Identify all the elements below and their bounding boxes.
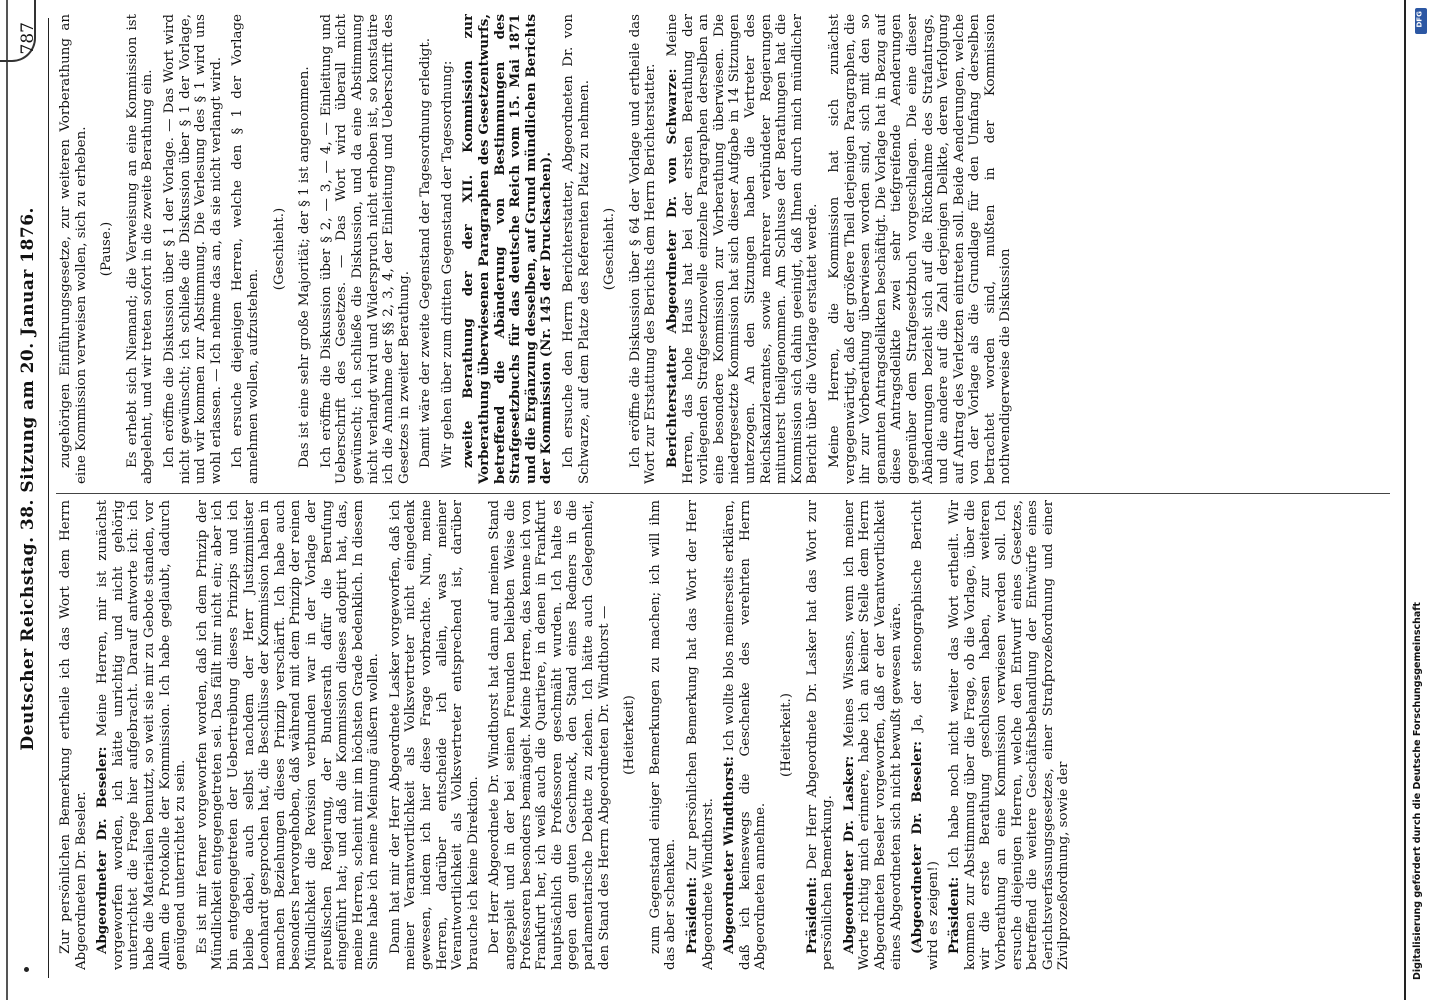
paragraph-text: Ich eröffne die Diskussion über § 64 der Vorlage und ertheile das Wort zur Erstattung des Berichts dem Herrn Berichterstatter. bbox=[627, 14, 659, 484]
header-title: Deutscher Reichstag. 38. Sitzung am 20. Januar 1876. bbox=[18, 207, 38, 751]
page-number: 787 bbox=[18, 22, 38, 55]
paragraph bbox=[125, 14, 156, 484]
paragraph-text: zum Gegenstand einiger Bemerkungen zu machen; ich will ihm das aber schenken. bbox=[647, 500, 679, 970]
paragraph-text: Ja, der stenographische Bericht wird es zeigen!) bbox=[910, 500, 941, 970]
paragraph bbox=[440, 14, 456, 484]
paragraph-text: zugehörigen Einführungsgesetze, zur weiteren Vorberathung an eine Kommission verweisen wollen, sich zu erheben. bbox=[58, 14, 89, 484]
paragraph-text: Zur persönlichen Bemerkung ertheile ich das Wort dem Herrn Abgeordneten Dr. Beseler. bbox=[58, 500, 89, 970]
paragraph-text: Meines Wissens, wenn ich meiner Worte richtig mich erinnere, habe ich an keiner Stelle dem Herrn Abgeordneten Beseler vorgeworfen, daß er der Verantwortlichkeit eines Abgeordneten sich nicht bewußt gewesen wäre. bbox=[841, 500, 904, 970]
paragraph bbox=[910, 500, 941, 970]
paragraph bbox=[947, 500, 1072, 970]
paragraph bbox=[58, 14, 89, 484]
paragraph-text: (Heiterkeit.) bbox=[778, 693, 794, 777]
paragraph bbox=[95, 500, 189, 970]
paragraph-text: Es erhebt sich Niemand; die Verweisung an eine Kommission ist abgelehnt, und wir treten sofort in die zweite Berathung ein. bbox=[124, 14, 156, 484]
right-column bbox=[58, 14, 1396, 484]
paragraph bbox=[230, 14, 261, 484]
paragraph-text: (Geschieht.) bbox=[602, 207, 618, 291]
paragraph bbox=[648, 500, 679, 970]
paragraph bbox=[665, 14, 821, 484]
paragraph-text: Meine Herren, die Kommission hat sich zunächst vergegenwärtigt, daß der größere Theil derjenigen Paragraphen, die ihr zur Vorberathung überwiesen worden sind, sich mit den so genannten Antragsdelikten beschäftigt. Die Vorlage hat in Bezug auf diese Antragsdelikte zwei sehr tiefgreifende Aenderungen gegenüber dem Strafgesetzbuch vorgeschlagen. Die eine dieser Abänderungen bezieht sich auf die Rücknahme des Strafantrags, und die andere auf die Zahl derjenigen Delikte, deren Verfolgung auf Antrag des Verletzten eintreten soll. Beide Aenderungen, welche von der Vorlage als die Grundlage für den Umfang derselben betrachtet worden sind, mußten in der Kommission nothwendigerweise die Diskussion bbox=[826, 14, 1014, 484]
paragraph bbox=[842, 500, 904, 970]
speaker-name: Präsident: bbox=[803, 876, 820, 954]
stage-direction bbox=[779, 500, 795, 970]
paragraph-text: Zur persönlichen Bemerkung hat das Wort der Herr Abgeordnete Windthorst. bbox=[684, 500, 716, 970]
speaker-name: Abgeordneter Dr. Beseler: bbox=[94, 746, 111, 954]
paragraph bbox=[561, 14, 592, 484]
paragraph-text: Der Herr Abgeordnete Dr. Windthorst hat dann auf meinen Stand angespielt und in der bei seinen Freunden beliebten Weise die Professoren besonders bemängelt. Meine Herren, das kenne ich von Frankfurt her, ich weiß auch die Quartiere, in denen in Frankfurt hauptsächlich die Professoren geschmäht wurden. Ich halte es gegen den guten Geschmack, den Stand eines Redners in die parlamentarische Debatte zu ziehen. Ich hätte auch Gelegenheit, den Stand des Herrn Abgeordneten Dr. Windthorst — bbox=[487, 500, 612, 970]
running-header bbox=[14, 18, 49, 978]
paragraph-text: (Heiterkeit) bbox=[622, 695, 638, 775]
paragraph bbox=[162, 14, 224, 484]
stage-direction bbox=[602, 14, 618, 484]
column-divider bbox=[56, 493, 1390, 494]
header-dot bbox=[24, 967, 29, 972]
paragraph bbox=[487, 500, 612, 970]
paragraph-text: Dann hat mir der Herr Abgeordnete Lasker vorgeworfen, daß ich meiner Verantwortlichkeit als Volksvertreter nicht eingedenk gewesen, indem ich hier diese Frage vorbrachte. Nun, meine Herren, darüber entscheide ich allein, was meiner Verantwortlichkeit als Volksvertreter entsprechend ist, darüber brauche ich keine Direktion. bbox=[387, 500, 481, 970]
speaker-name: Präsident: bbox=[946, 876, 963, 954]
paragraph-text: Damit wäre der zweite Gegenstand der Tagesordnung erledigt. bbox=[418, 38, 434, 468]
paragraph-text: Ich eröffne die Diskussion über § 1 der Vorlage. — Das Wort wird nicht gewünscht; ich schließe die Diskussion über § 1 der Vorlage, und wir kommen zur Abstimmung. Die Verlesung des § 1 wird uns wohl erlassen. — Ich nehme das an, da sie nicht verlangt wird. bbox=[161, 14, 224, 484]
speaker-name: Berichterstatter Abgeordneter Dr. von Schwarze: bbox=[664, 68, 680, 468]
dfg-logo-text: DFG bbox=[1415, 11, 1424, 28]
speaker-name: Abgeordneter Windthorst: bbox=[721, 756, 738, 954]
paragraph-text: Es ist mir ferner vorgeworfen worden, daß ich dem Prinzip der Mündlichkeit entgegengetreten sei. Das fällt mir nicht ein; aber ich bin entgegengetreten der Uebertreibung dieses Prinzips und ich bleibe dabei, auch selbst nachdem der Herr Justizminister Leonhardt gesprochen hat, die Beschlüsse der Kommission haben in manchen Beziehungen dieses Prinzip verschärft. Ich habe auch besonders hervorgehoben, daß während mit dem Prinzip der reinen Mündlichkeit die Revision verbunden war in der Vorlage der preußischen Regierung, der Bundesrath dafür die Berufung eingeführt hat; und daß die Kommission dieses adoptirt hat, das, meine Herren, scheint mir im höchsten Grade bedenklich. In diesem Sinne habe ich meine Meinung äußern wollen. bbox=[194, 500, 382, 970]
speaker-name: Abgeordneter Dr. Lasker: bbox=[840, 755, 857, 954]
stage-direction bbox=[99, 14, 115, 484]
paragraph-text: Meine Herren, mir ist zunächst vorgeworfen worden, ich hätte unrichtig und nicht gehörig unterrichtet die Frage hier aufgebracht. Darauf antworte ich: ich habe die Materialien benutzt, so weit sie mir zu Gebote standen, vor Allem die Protokolle der Kommission. Ich habe geglaubt, dadurch genügend unterrichtet zu sein. bbox=[95, 500, 189, 970]
paragraph bbox=[827, 14, 1014, 484]
paragraph-text: Ich habe noch nicht weiter das Wort ertheilt. Wir kommen zur Abstimmung über die Frage, ob die Vorlage, über die wir die erste Berathung geschlossen haben, zur weiteren Vorberathung an eine Kommission verwiesen werden soll. Ich ersuche diejenigen Herren, welche den Entwurf eines Gesetzes, betreffend die weitere Geschäftsbehandlung der Entwürfe eines Gerichtsverfassungsgesetzes, einer Strafprozeßordnung und einer Zivilprozeßordnung, sowie der bbox=[947, 500, 1072, 970]
paragraph-text: zweite Berathung der der XII. Kommission zur Vorberathung überwiesenen Paragraphen des Gesetzentwurfs, betreffend die Abänderung von Bestimmungen des Strafgesetzbuchs für das deutsche Reich vom 15. Mai 1871 und die Ergänzung desselben, auf Grund mündlichen Berichts der Kommission (Nr. 145 der Drucksachen). bbox=[460, 14, 555, 484]
paragraph-text: Wir gehen über zum dritten Gegenstand der Tagesordnung: bbox=[439, 60, 455, 468]
paragraph-text: Ich eröffne die Diskussion über § 2, — 3, — 4, — Einleitung und Ueberschrift des Gesetzes. — Das Wort wird überall nicht gewünscht; ich schließe die Diskussion, und da eine Abstimmung nicht verlangt wird und Widerspruch nicht erhoben ist, so konstatire ich die Annahme der §§ 2, 3, 4, der Einleitung und Ueberschrift des Gesetzes in zweiter Berathung. bbox=[318, 14, 412, 484]
paragraph bbox=[722, 500, 769, 970]
paragraph bbox=[805, 500, 836, 970]
paragraph bbox=[195, 500, 382, 970]
paragraph-text: Ich ersuche diejenigen Herren, welche den § 1 der Vorlage annehmen wollen, aufzustehen. bbox=[230, 14, 261, 484]
paragraph-text: (Geschieht.) bbox=[271, 207, 287, 291]
paragraph bbox=[685, 500, 716, 970]
paragraph bbox=[297, 14, 313, 484]
paragraph bbox=[58, 500, 89, 970]
paragraph bbox=[388, 500, 482, 970]
speaker-name: (Abgeordneter Dr. Beseler: bbox=[909, 741, 926, 954]
paragraph-text: Der Herr Abgeordnete Dr. Lasker hat das Wort zur persönlichen Bemerkung. bbox=[804, 500, 836, 970]
paragraph bbox=[628, 14, 659, 484]
paragraph-text: Meine Herren, das hohe Haus hat bei der ersten Berathung der vorliegenden Strafgesetznovelle einzelne Paragraphen derselben an eine besondere Kommission zur Vorberathung überwiesen. Die niedergesetzte Kommission hat sich dieser Aufgabe in 14 Sitzungen unterzogen. An den Sitzungen haben die Vertreter des Reichskanzleramtes, sowie mehrerer verbündeter Regierungen mitunterst theilgenommen. Am Schlusse der Berathungen hat die Kommission sich dahin geeinigt, daß Ihnen durch mich mündlicher Bericht über die Vorlage erstattet werde. bbox=[665, 14, 821, 484]
paragraph-text: Das ist eine sehr große Majorität; der § 1 ist angenommen. bbox=[297, 66, 313, 468]
stage-direction bbox=[622, 500, 638, 970]
stage-direction bbox=[272, 14, 288, 484]
funding-note-strip bbox=[1410, 0, 1432, 1000]
paragraph bbox=[418, 14, 434, 484]
paragraph-text: (Pause.) bbox=[99, 221, 115, 277]
paragraph-text: Ich ersuche den Herrn Berichterstatter, Abgeordneten Dr. von Schwarze, auf dem Platze des Referenten Platz zu nehmen. bbox=[561, 14, 592, 484]
speaker-name: Präsident: bbox=[683, 876, 700, 954]
paragraph-text: Ich wollte blos meinerseits erklären, daß ich keineswegs die Geschenke des verehrten Herrn Abgeordneten annehme. bbox=[722, 500, 769, 970]
funding-note: Digitalisierung gefördert durch die Deutsche Forschungsgemeinschaft bbox=[1412, 602, 1423, 980]
left-column bbox=[58, 500, 1396, 970]
paragraph bbox=[461, 14, 555, 484]
paragraph bbox=[319, 14, 413, 484]
